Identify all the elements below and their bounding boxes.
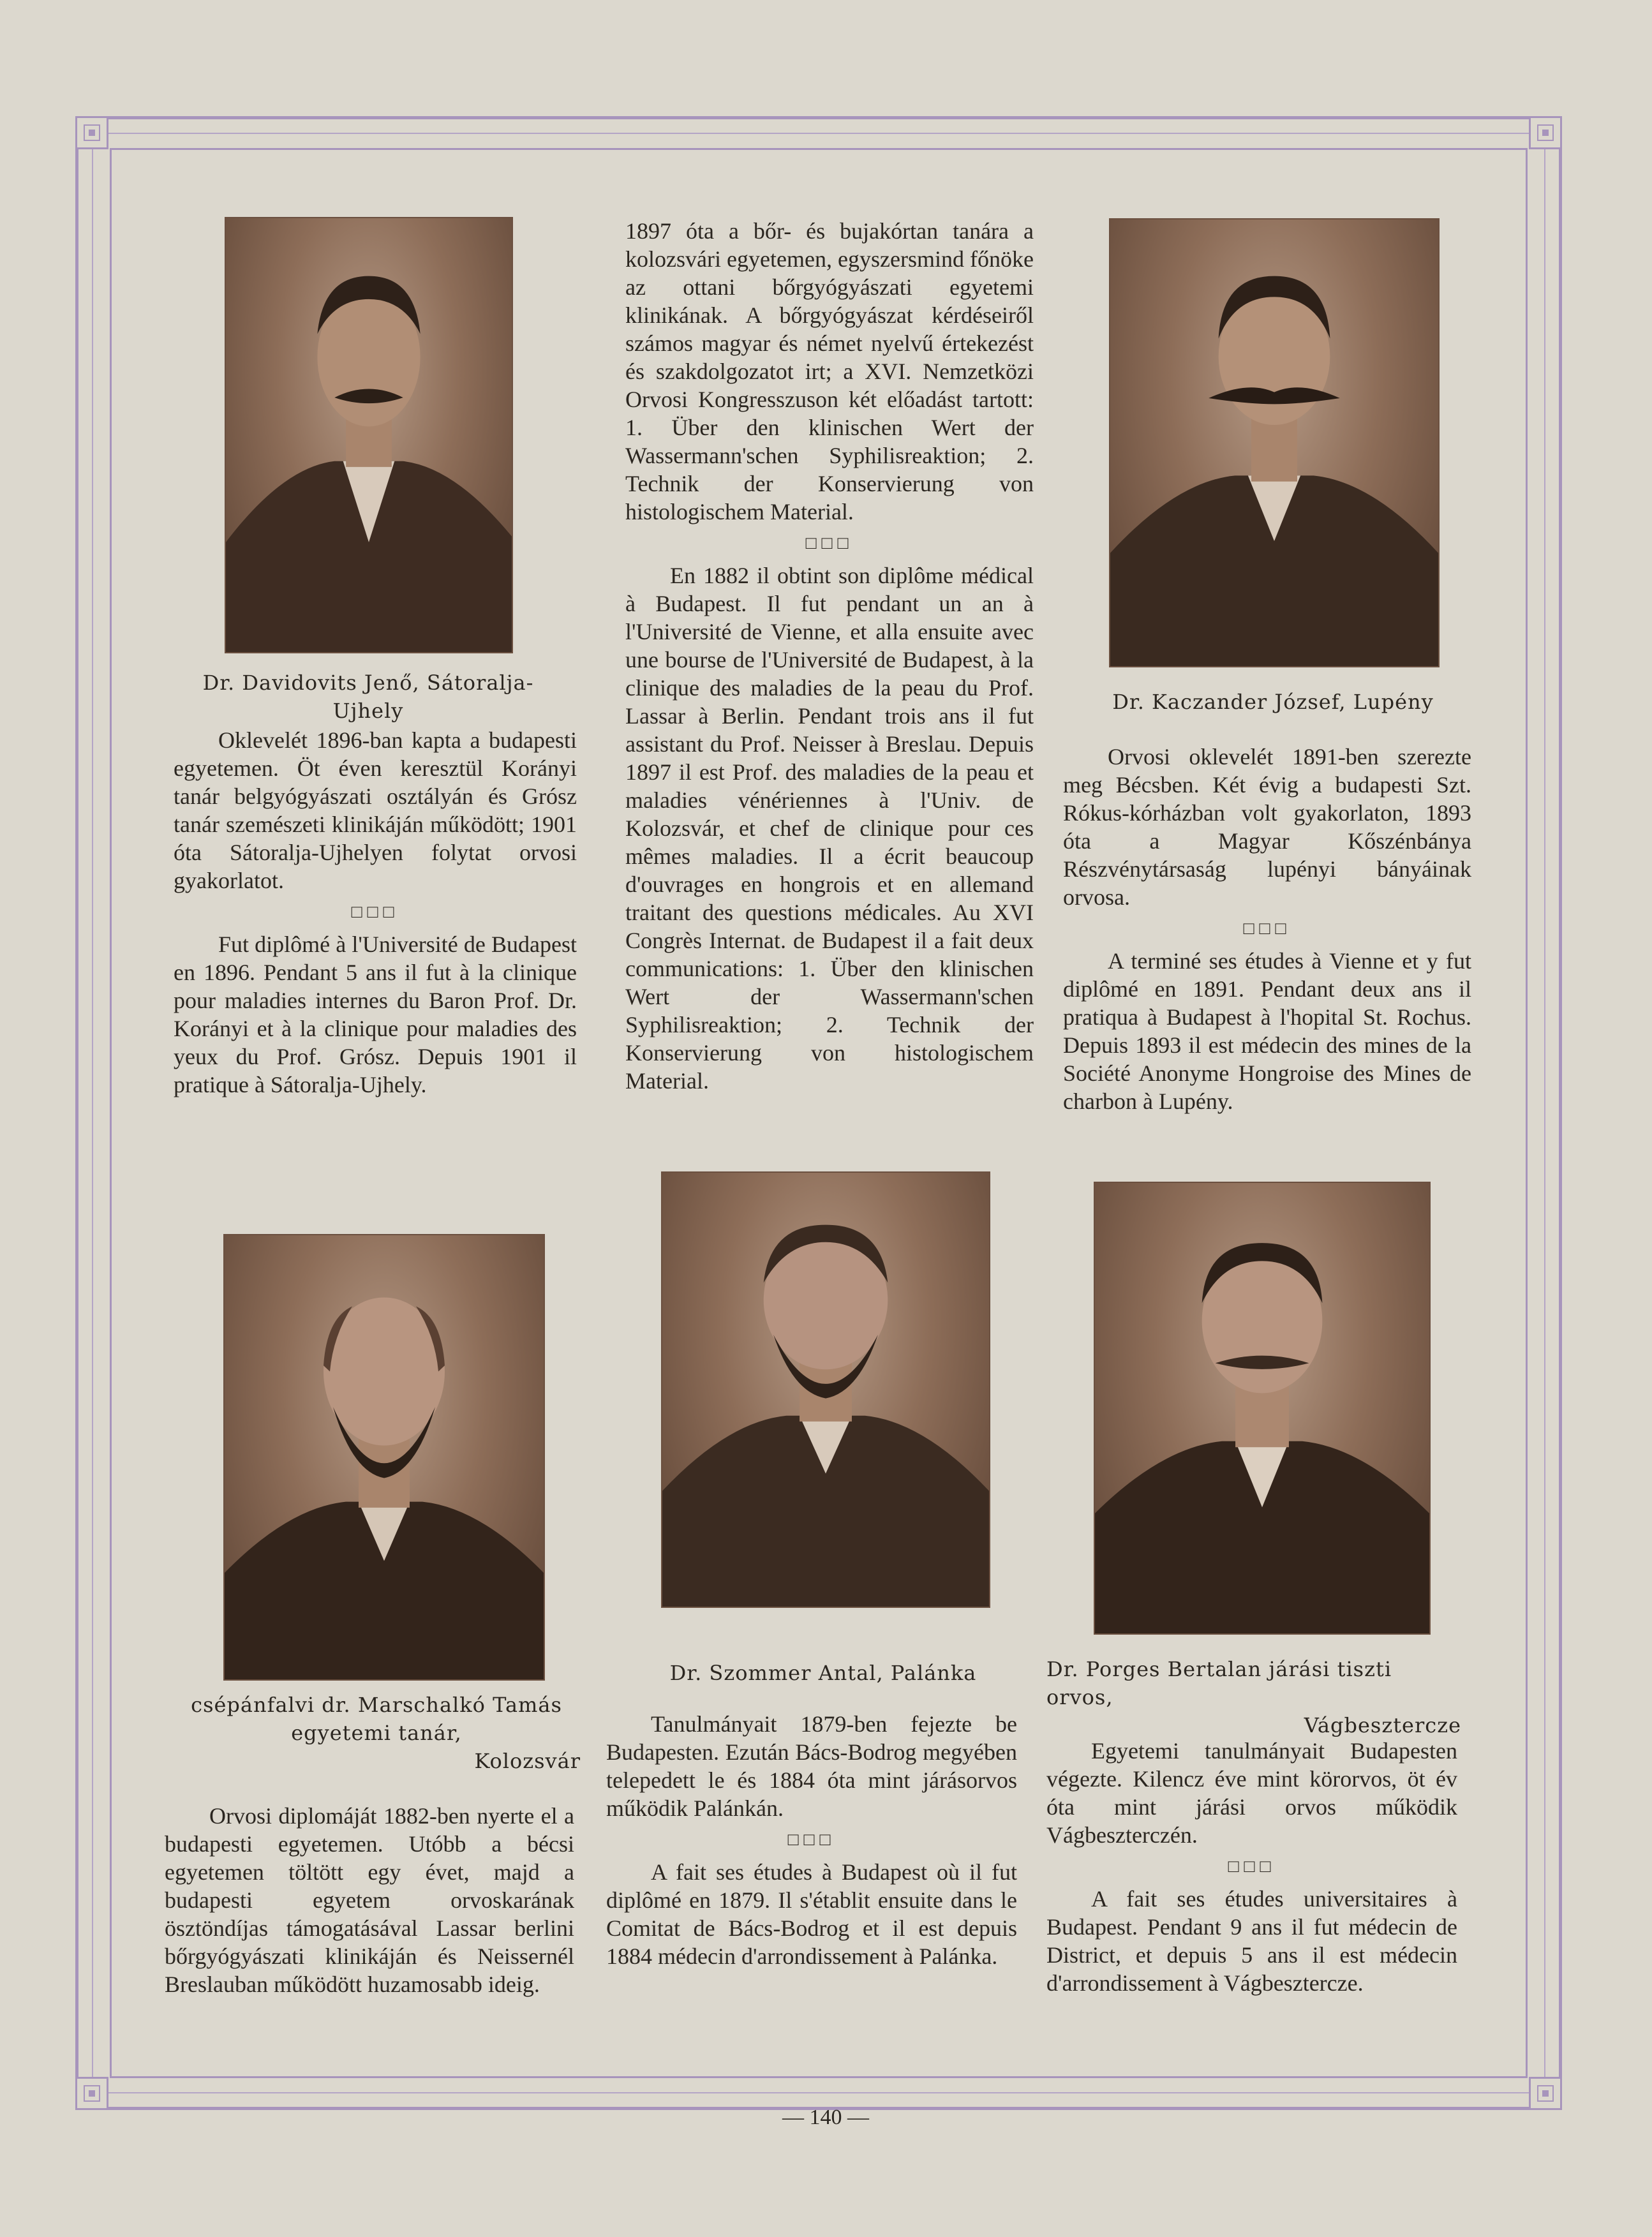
caption-line: Dr. Szommer Antal, Palánka	[669, 1661, 977, 1685]
section-separator: □□□	[805, 533, 854, 553]
portrait-caption	[172, 1691, 581, 1775]
section-separator: □□□	[787, 1830, 836, 1850]
portrait-photo-szommer	[661, 1171, 990, 1608]
portrait-photo-kaczander	[1109, 218, 1440, 667]
bio-french: A terminé ses études à Vienne et y fut diplômé en 1891. Pendant deux ans il pratiqua à Budapest à l'hopital St. Rochus. Depuis 1893 il est médecin des mines de la Société Anonyme Hongroise des Mines de charbon à Lupény.	[1063, 948, 1471, 1114]
bio-hungarian: Egyetemi tanulmányait Budapesten végezte. Kilencz éve mint körorvos, öt év óta mint járási orvos működik Vágbeszterczén.	[1046, 1738, 1457, 1848]
corner-ornament-top-right	[1529, 116, 1562, 149]
biography-block	[165, 1802, 574, 1998]
section-separator: □□□	[1228, 1857, 1276, 1877]
bio-french: En 1882 il obtint son diplôme médical à Budapest. Il fut pendant un an à l'Université de Vienne, et alla ensuite avec une bourse de l'Université de Budapest, à la clinique des maladies de la peau du Prof. Lassar à Berlin. Pendant trois ans il fut assistant du Prof. Neisser à Breslau. Depuis 1897 il est Prof. des maladies de la peau et maladies vénériennes à l'Univ. de Kolozsvár, et chef de clinique pour ces mêmes maladies. Il a écrit beaucoup d'ouvrages en hongrois et en allemand traitant des questions médicales. Au XVI Congrès Internat. de Budapest il a fait deux communications: 1. Über den klinischen Wert der Wassermann'schen Syphilisreaktion; 2. Technik der Konservierung von histologischem Material.	[625, 563, 1034, 1094]
bio-french: A fait ses études à Budapest où il fut diplômé en 1879. Il s'établit ensuite dans le Comitat de Bács-Bodrog et il est depuis 1884 médecin d'arrondissement à Palánka.	[606, 1859, 1017, 1969]
bio-hungarian: Tanulmányait 1879-ben fejezte be Budapesten. Ezután Bács-Bodrog megyében telepedett le és 1884 óta mint járásorvos működik Palánkán.	[606, 1711, 1017, 1821]
corner-ornament-bottom-left	[75, 2077, 108, 2110]
bio-hungarian: Orvosi diplomáját 1882-ben nyerte el a budapesti egyetemen. Utóbb a bécsi egyetemen töltött egy évet, majd a budapesti egyetem orvoskarának ösztöndíjas támogatásával Lassar berlini bőrgyógyászati klinikáján és Neissernél Breslauban működött huzamosabb ideig.	[165, 1803, 574, 1997]
bio-hungarian-continued: 1897 óta a bőr- és bujakórtan tanára a kolozsvári egyetemen, egyszersmind főnöke az ottani bőrgyógyászati egyetemi klinikának. A bőrgyógyászat kérdéseiről számos magyar és német nyelvű értekezést és szakdolgozatot irt; a XVI. Nemzetközi Orvosi Kongresszuson két előadást tartott: 1. Über den klinischen Wert der Wassermann'schen Syphilisreaktion; 2. Technik der Konservierung von histologischem Material.	[625, 218, 1034, 524]
bio-french: A fait ses études universitaires à Budapest. Pendant 9 ans il fut médecin de District, et depuis 5 ans il est médecin d'arrondissement à Vágbesztercze.	[1046, 1886, 1457, 1996]
caption-line: Vágbesztercze	[1304, 1713, 1461, 1737]
caption-line: Kolozsvár	[474, 1749, 581, 1773]
caption-line: Dr. Kaczander József, Lupény	[1112, 690, 1434, 714]
section-separator: □□□	[1243, 919, 1291, 939]
bio-hungarian: Oklevelét 1896-ban kapta a budapesti egyetemen. Öt éven keresztül Korányi tanár belgyógyászati osztályán és Grósz tanár szemészeti klinikáján működött; 1901 óta Sátoralja-Ujhelyen folytat orvosi gyakorlatot.	[174, 727, 577, 893]
caption-line: Dr. Porges Bertalan járási tiszti orvos,	[1046, 1657, 1392, 1709]
caption-line: egyetemi tanár,	[291, 1721, 462, 1745]
biography-block	[1046, 1737, 1457, 1997]
portrait-photo-porges	[1094, 1182, 1431, 1635]
biography-block	[625, 217, 1034, 1095]
corner-ornament-top-left	[75, 116, 108, 149]
page-number: — 140 —	[782, 2106, 869, 2129]
biography-block	[1063, 743, 1471, 1115]
corner-ornament-bottom-right	[1529, 2077, 1562, 2110]
caption-line: csépánfalvi dr. Marschalkó Tamás	[191, 1693, 562, 1717]
portrait-caption	[199, 669, 537, 725]
portrait-caption	[1085, 688, 1461, 716]
bio-french: Fut diplômé à l'Université de Budapest en 1896. Pendant 5 ans il fut à la clinique pour maladies internes du Baron Prof. Dr. Korányi et à la clinique pour maladies des yeux du Prof. Grósz. Depuis 1901 il pratique à Sátoralja-Ujhely.	[174, 932, 577, 1097]
biography-block	[174, 726, 577, 1099]
section-separator: □□□	[351, 902, 399, 922]
portrait-caption	[632, 1659, 1015, 1687]
portrait-photo-davidovits	[225, 217, 513, 653]
bio-hungarian: Orvosi oklevelét 1891-ben szerezte meg Bécsben. Két évig a budapesti Szt. Rókus-kórházban volt gyakorlaton, 1893 óta a Magyar Kőszénbánya Részvénytársaság lupényi bányáinak orvosa.	[1063, 744, 1471, 910]
portrait-caption	[1046, 1655, 1461, 1739]
caption-line: Dr. Davidovits Jenő, Sátoralja-Ujhely	[202, 671, 534, 723]
portrait-photo-marschalko	[223, 1234, 545, 1681]
biography-block	[606, 1710, 1017, 1970]
